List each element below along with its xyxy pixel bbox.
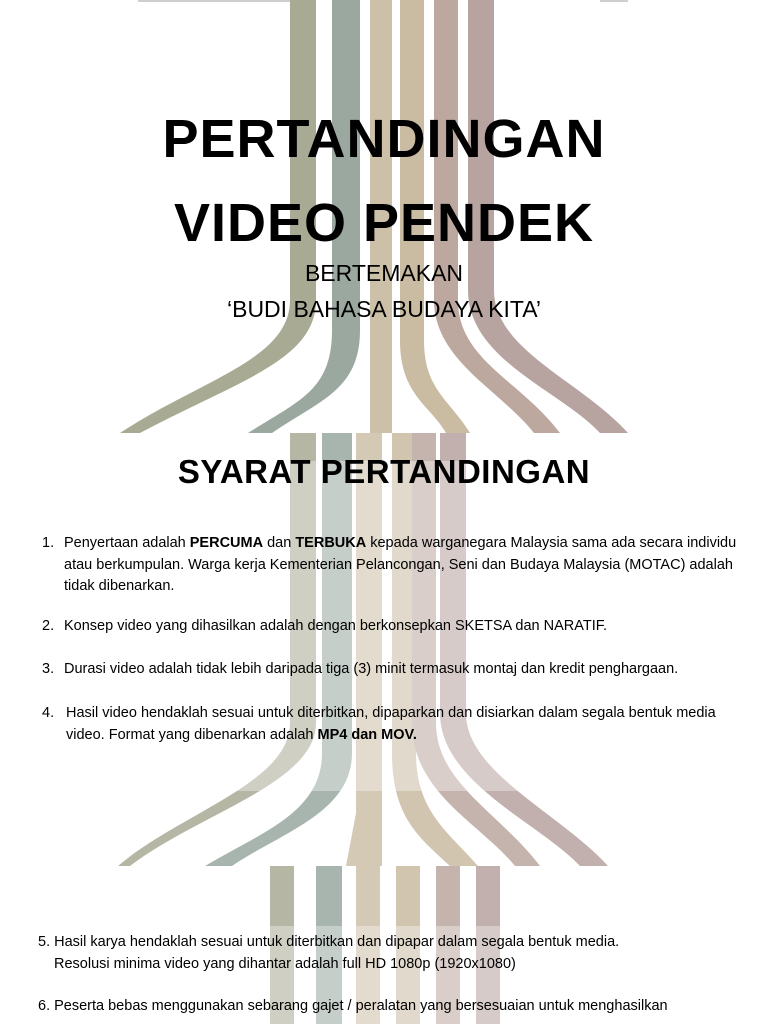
stripe-background xyxy=(0,433,768,866)
rules-heading: SYARAT PERTANDINGAN xyxy=(177,453,591,490)
rule-item-5 xyxy=(38,932,758,975)
title-line-1: PERTANDINGAN xyxy=(162,109,606,169)
title-line-2: VIDEO PENDEK xyxy=(173,193,595,253)
rules-slide xyxy=(0,433,768,866)
rule-text: Durasi video adalah tidak lebih daripada tiga (3) minit termasuk montaj dan kredit penghargaan. xyxy=(64,661,679,677)
rule-number: 2. xyxy=(42,618,55,634)
rule-text-line: Resolusi minima video yang dihantar adalah full HD 1080p (1920x1080) xyxy=(54,955,516,972)
rule-number: 3. xyxy=(42,661,55,677)
rule-item-3 xyxy=(42,659,758,681)
rule-text-line: 6. Peserta bebas menggunakan sebarang gajet / peralatan yang bersesuaian untuk menghasilkan xyxy=(38,998,668,1014)
rule-text: Konsep video yang dihasilkan adalah dengan berkonsepkan SKETSA dan NARATIF. xyxy=(64,618,608,634)
rule-item-6 xyxy=(38,996,763,1018)
rule-number: 1. xyxy=(42,535,55,551)
subtitle-line-2: ‘BUDI BAHASA BUDAYA KITA’ xyxy=(227,296,541,322)
rule-text: Penyertaan adalah PERCUMA dan TERBUKA kepada warganegara Malaysia sama ada secara individu atau berkumpulan. Warga kerja Kementerian Pelancongan, Seni dan Budaya Malaysia (MOTAC) adalah tidak dibenarkan. xyxy=(64,535,737,594)
rule-item-4 xyxy=(42,703,752,746)
subtitle-line-1: BERTEMAKAN xyxy=(304,260,464,286)
rules-slide-continued xyxy=(0,866,768,1024)
rule-item-1 xyxy=(42,533,742,598)
rule-number: 4. xyxy=(42,705,55,721)
rule-text: Hasil video hendaklah sesuai untuk diterbitkan, dipaparkan dan disiarkan dalam segala bentuk media video. Format yang dibenarkan adalah MP4 dan MOV. xyxy=(66,705,716,743)
rule-text-line: 5. Hasil karya hendaklah sesuai untuk diterbitkan dan dipapar dalam segala bentuk media. xyxy=(38,934,620,950)
rule-item-2 xyxy=(42,616,742,638)
title-slide xyxy=(0,0,768,433)
